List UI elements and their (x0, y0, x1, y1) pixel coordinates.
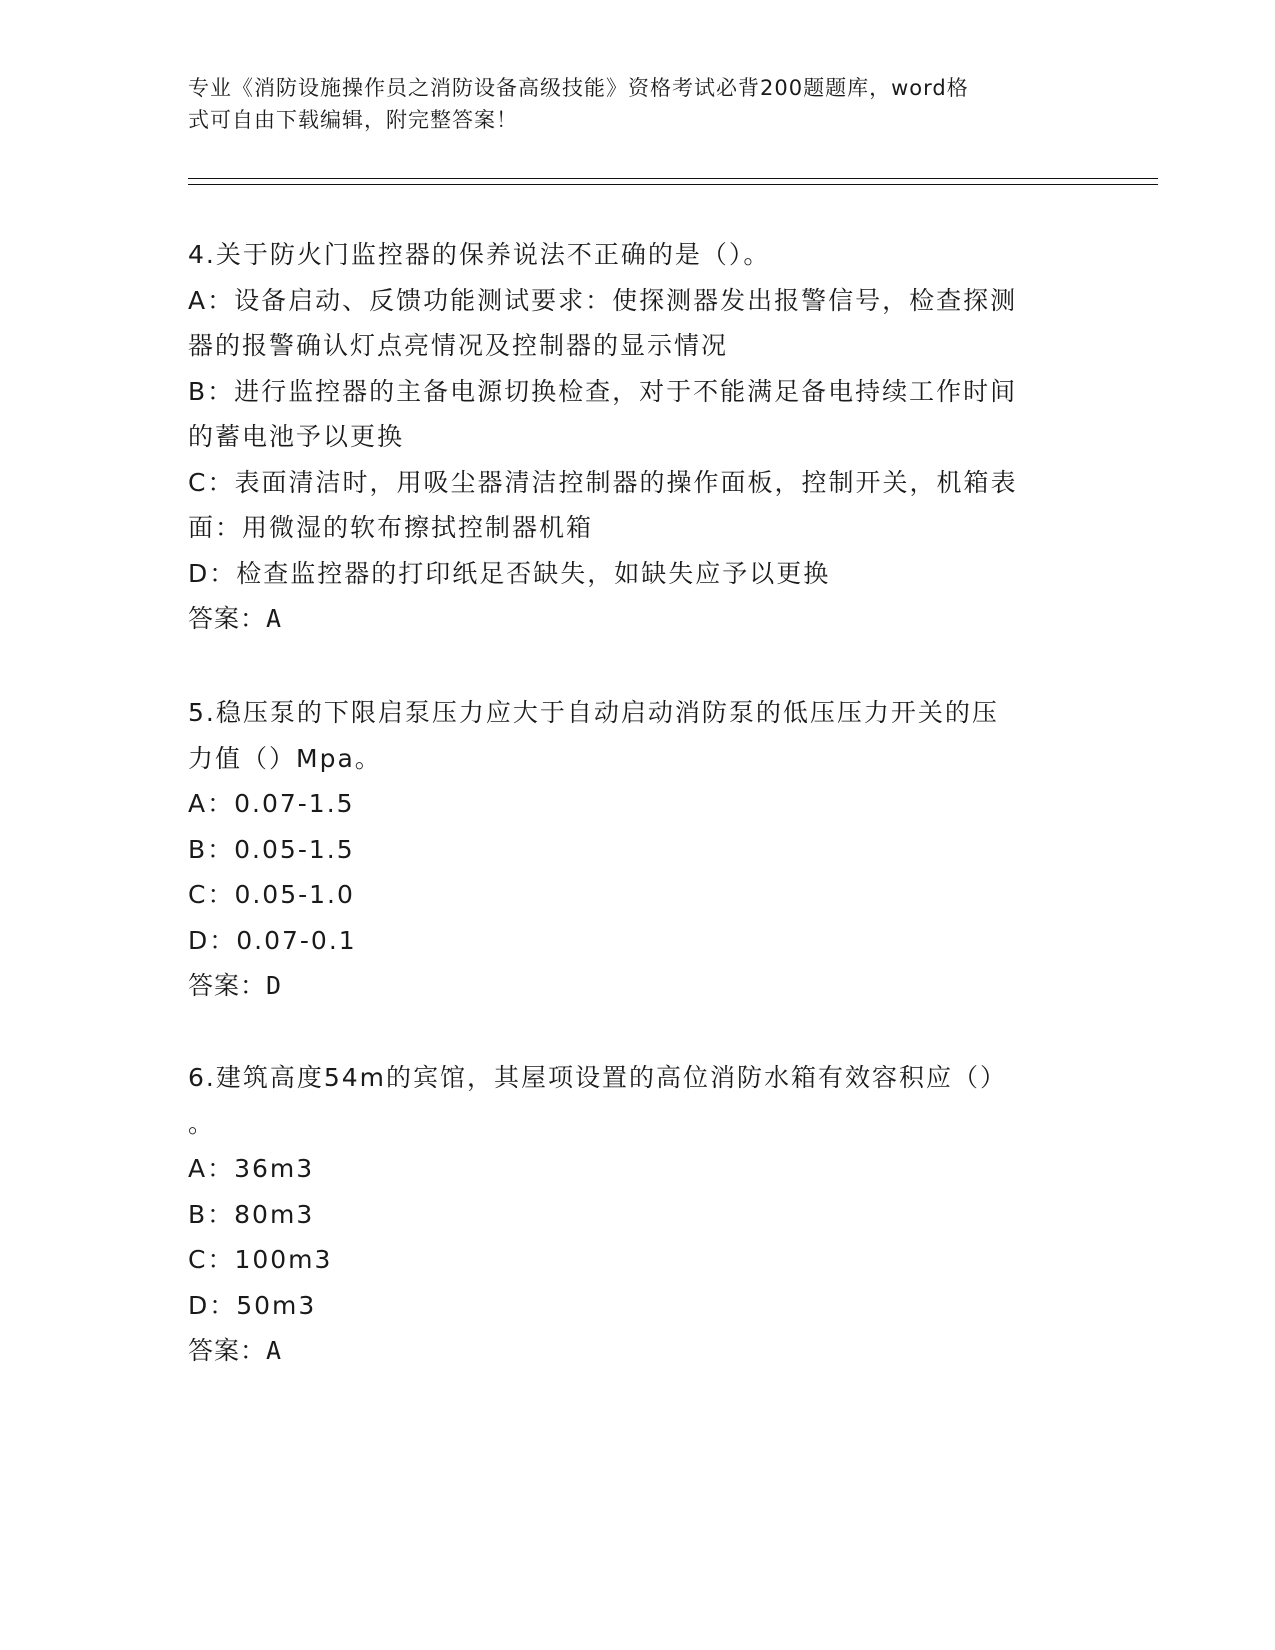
question-4-option-c-line-1: C：表面清洁时，用吸尘器清洁控制器的操作面板，控制开关，机箱表 (188, 467, 1018, 497)
question-6-option-a: A：36m3 (188, 1154, 315, 1183)
question-6-stem-line-2: 。 (188, 1108, 216, 1138)
question-4-option-a-line-1: A：设备启动、反馈功能测试要求：使探测器发出报警信号，检查探测 (188, 285, 1018, 315)
question-4-answer: 答案：A (188, 604, 283, 633)
document-header (188, 72, 1088, 136)
question-5 (188, 690, 1088, 1009)
question-6-option-b: B：80m3 (188, 1199, 315, 1229)
question-5-option-b: B：0.05-1.5 (188, 834, 355, 864)
question-4-option-c-line-2: 面：用微湿的软布擦拭控制器机箱 (188, 513, 594, 542)
question-4-option-b-line-2: 的蓄电池予以更换 (188, 422, 405, 451)
question-4-stem-line-1: 4.关于防火门监控器的保养说法不正确的是（）。 (188, 240, 771, 269)
header-divider-top (188, 178, 1158, 179)
question-6-option-c: C：100m3 (188, 1245, 333, 1274)
header-line-1: 专业《消防设施操作员之消防设备高级技能》资格考试必背200题题库，word格 (188, 76, 969, 100)
question-4-option-b-line-1: B：进行监控器的主备电源切换检查，对于不能满足备电持续工作时间 (188, 376, 1018, 406)
question-5-option-d: D：0.07-0.1 (188, 925, 357, 955)
question-6-stem-line-1: 6.建筑高度54m的宾馆，其屋项设置的高位消防水箱有效容积应（） (188, 1063, 1008, 1092)
question-4-option-a-line-2: 器的报警确认灯点亮情况及控制器的显示情况 (188, 331, 729, 360)
header-line-2: 式可自由下载编辑，附完整答案！ (188, 108, 518, 132)
question-5-stem-line-1: 5.稳压泵的下限启泵压力应大于自动启动消防泵的低压压力开关的压 (188, 698, 999, 727)
question-5-option-a: A：0.07-1.5 (188, 789, 355, 818)
question-4 (188, 232, 1088, 642)
question-5-answer: 答案：D (188, 971, 283, 1000)
header-divider-bottom (188, 184, 1158, 185)
question-6-answer: 答案：A (188, 1336, 283, 1365)
question-5-stem-line-2: 力值（）Mpa。 (188, 743, 382, 773)
question-6-option-d: D：50m3 (188, 1290, 317, 1320)
question-4-option-d: D：检查监控器的打印纸足否缺失，如缺失应予以更换 (188, 558, 831, 588)
question-5-option-c: C：0.05-1.0 (188, 880, 355, 909)
question-6 (188, 1055, 1088, 1374)
